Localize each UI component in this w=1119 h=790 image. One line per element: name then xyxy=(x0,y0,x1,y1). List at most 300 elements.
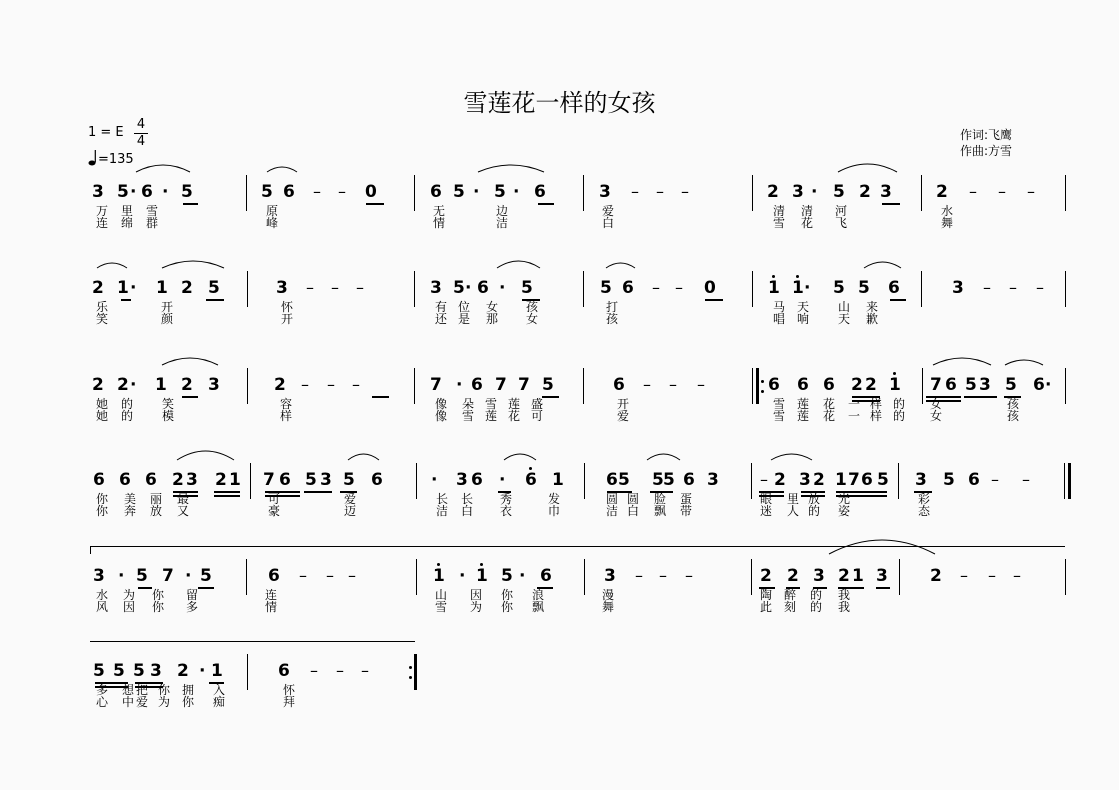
note-digit: 3 xyxy=(813,566,825,586)
lyric-verse-2: 你 xyxy=(96,504,109,518)
note-digit: 2 xyxy=(774,470,786,490)
note-digit: 5 xyxy=(305,470,317,490)
note-digit: 0 xyxy=(365,182,377,202)
lyric-verse-2: 花 xyxy=(801,216,814,230)
lyric-verse-1: 圆 xyxy=(627,492,640,506)
lyric-verse-1: 想 xyxy=(122,683,135,697)
note-digit: 5 xyxy=(943,470,955,490)
note-digit: 3 xyxy=(456,470,468,490)
note-digit: 2 xyxy=(851,375,863,395)
duration-dot: · xyxy=(456,375,463,395)
note-digit: 5 xyxy=(200,566,212,586)
note-digit: 3 xyxy=(276,278,288,298)
lyric-verse-2: 她 xyxy=(96,409,109,423)
note-digit: 3 xyxy=(92,182,104,202)
lyric-verse-1: 眼 xyxy=(760,492,773,506)
note-digit: 2 xyxy=(767,182,779,202)
lyric-verse-1: 打 xyxy=(606,300,619,314)
note-digit: 7 xyxy=(930,375,942,395)
note-digit: 5 xyxy=(208,278,220,298)
lyric-verse-2: 因 xyxy=(123,600,136,614)
lyric-verse-1: 边 xyxy=(496,204,509,218)
lyric-verse-1: 留 xyxy=(186,588,199,602)
note-digit: 5 xyxy=(965,375,977,395)
note-digit: 6 xyxy=(471,375,483,395)
lyric-verse-1: 容 xyxy=(280,397,293,411)
note-digit: 5 xyxy=(136,566,148,586)
duration-dot: · xyxy=(118,566,125,586)
sustain-dash: – xyxy=(313,182,321,201)
lyric-verse-2: 心 xyxy=(96,695,109,709)
lyric-verse-1: 雪 xyxy=(773,397,786,411)
note-digit: 1 xyxy=(552,470,564,490)
note-digit: 1 xyxy=(155,375,167,395)
note-digit: 5 xyxy=(542,375,554,395)
note-digit: 5 xyxy=(133,661,145,681)
note-digit: 5 xyxy=(833,182,845,202)
lyric-verse-1: 女 xyxy=(486,300,499,314)
lyric-verse-1: 你 xyxy=(96,492,109,506)
lyric-verse-1: 醉 xyxy=(784,588,797,602)
note-digit: 6 xyxy=(1033,375,1045,395)
slur xyxy=(267,167,297,172)
note-digit: 6 xyxy=(93,470,105,490)
note-digit: 3 xyxy=(93,566,105,586)
slur xyxy=(933,358,991,365)
lyric-verse-1: 把 xyxy=(136,683,149,697)
lyric-verse-1: 像 xyxy=(435,397,448,411)
lyric-verse-1: 样 xyxy=(870,397,883,411)
sustain-dash: – xyxy=(656,182,664,201)
lyric-verse-1: 爱 xyxy=(344,492,357,506)
sustain-dash: – xyxy=(659,566,667,585)
sustain-dash: – xyxy=(998,182,1006,201)
note-digit: 3 xyxy=(320,470,332,490)
lyric-verse-1: 雪 xyxy=(146,204,159,218)
note-digit: 2 xyxy=(787,566,799,586)
lyric-verse-2: 的 xyxy=(808,504,821,518)
duration-dot: · xyxy=(804,278,811,298)
lyric-verse-1: 秀 xyxy=(500,492,513,506)
lyric-verse-1: 你 xyxy=(152,588,165,602)
lyric-verse-1: 蛋 xyxy=(680,492,693,506)
note-digit: 2 xyxy=(930,566,942,586)
lyric-verse-1: 放 xyxy=(808,492,821,506)
lyric-verse-2: 为 xyxy=(158,695,171,709)
note-digit: 6 xyxy=(797,375,809,395)
note-digit: 6 xyxy=(283,182,295,202)
duration-dot: · xyxy=(499,278,506,298)
lyric-verse-2: 你 xyxy=(182,695,195,709)
note-digit: 5 xyxy=(618,470,630,490)
lyric-verse-2: 可 xyxy=(531,409,544,423)
slur xyxy=(829,540,935,554)
lyric-verse-2: 情 xyxy=(265,600,278,614)
slur xyxy=(162,261,224,268)
note-digit: 5 xyxy=(343,470,355,490)
lyric-verse-2: 花 xyxy=(823,409,836,423)
duration-dot: · xyxy=(185,566,192,586)
sustain-dash: – xyxy=(697,375,705,394)
note-digit: 1 xyxy=(117,278,129,298)
note-digit: 2 xyxy=(865,375,877,395)
note-digit: 3 xyxy=(150,661,162,681)
lyric-verse-1: 她 xyxy=(96,397,109,411)
note-digit: 5 xyxy=(663,470,675,490)
lyric-verse-2: 洁 xyxy=(606,504,619,518)
lyric-verse-2: 开 xyxy=(281,312,294,326)
note-digit: 5 xyxy=(113,661,125,681)
lyric-verse-1: 多 xyxy=(96,683,109,697)
sustain-dash: – xyxy=(681,182,689,201)
lyric-verse-1: 花 xyxy=(823,397,836,411)
duration-dot: · xyxy=(499,470,506,490)
lyric-verse-2: 响 xyxy=(797,312,810,326)
sustain-dash: – xyxy=(631,182,639,201)
lyric-verse-2: 还 xyxy=(435,312,448,326)
note-digit: 3 xyxy=(915,470,927,490)
note-digit: 6 xyxy=(606,470,618,490)
lyric-verse-1: 的 xyxy=(810,588,823,602)
lyric-verse-1: 你 xyxy=(501,588,514,602)
lyric-verse-2: 的 xyxy=(810,600,823,614)
sustain-dash: – xyxy=(310,661,318,680)
note-digit: 6 xyxy=(471,470,483,490)
slur xyxy=(1005,360,1043,365)
note-digit: 1 xyxy=(156,278,168,298)
lyric-verse-2: 样 xyxy=(280,409,293,423)
lyric-verse-1: 可 xyxy=(268,492,281,506)
tempo-value: =135 xyxy=(98,152,134,167)
note-digit: 7 xyxy=(430,375,442,395)
lyric-verse-2: 像 xyxy=(435,409,448,423)
duration-dot: · xyxy=(130,375,137,395)
time-signature-bottom: 4 xyxy=(134,133,148,150)
lyric-verse-2: 雪 xyxy=(435,600,448,614)
slur xyxy=(162,358,218,365)
lyric-verse-1: 的 xyxy=(121,397,134,411)
lyric-verse-2: 白 xyxy=(602,216,615,230)
slur xyxy=(136,165,190,172)
lyric-verse-2: 白 xyxy=(461,504,474,518)
duration-dot: · xyxy=(431,470,438,490)
lyric-verse-2: 我 xyxy=(838,600,851,614)
duration-dot: · xyxy=(130,182,137,202)
duration-dot: · xyxy=(473,182,480,202)
lyric-verse-2: 的 xyxy=(893,409,906,423)
note-digit: 2 xyxy=(215,470,227,490)
note-digit: 6 xyxy=(279,470,291,490)
note-digit: 6 xyxy=(145,470,157,490)
slur xyxy=(97,263,127,268)
lyric-verse-2: 飘 xyxy=(654,504,667,518)
sustain-dash: – xyxy=(361,661,369,680)
note-digit: 6 xyxy=(534,182,546,202)
note-digit: 5 xyxy=(877,470,889,490)
sustain-dash: – xyxy=(635,566,643,585)
lyric-verse-1: 浪 xyxy=(532,588,545,602)
key-signature: 1 = E xyxy=(88,125,124,140)
lyric-verse-1: 彩 xyxy=(918,492,931,506)
duration-dot: · xyxy=(1045,375,1052,395)
note-digit: 5 xyxy=(453,182,465,202)
lyric-verse-1: 孩 xyxy=(1007,397,1020,411)
note-digit: 6 xyxy=(622,278,634,298)
lyric-verse-2: 多 xyxy=(186,600,199,614)
lyric-verse-2: 一 xyxy=(848,409,861,423)
lyric-verse-2: 孩 xyxy=(1007,409,1020,423)
note-digit: 5 xyxy=(833,278,845,298)
note-digit: 6 xyxy=(945,375,957,395)
lyric-verse-1: 最 xyxy=(177,492,190,506)
note-digit: 2 xyxy=(92,375,104,395)
lyric-verse-2: 你 xyxy=(152,600,165,614)
note-digit: 3 xyxy=(979,375,991,395)
lyric-verse-1: 有 xyxy=(435,300,448,314)
slur xyxy=(504,454,536,460)
lyric-verse-2: 你 xyxy=(501,600,514,614)
lyric-verse-2: 态 xyxy=(918,504,931,518)
note-digit: 1 xyxy=(211,661,223,681)
lyric-verse-2: 洁 xyxy=(436,504,449,518)
lyric-verse-1: 孩 xyxy=(526,300,539,314)
lyric-verse-1: 入 xyxy=(213,683,226,697)
note-digit: 3 xyxy=(208,375,220,395)
note-digit: 2 xyxy=(936,182,948,202)
note-digit: 1 xyxy=(768,278,780,298)
note-digit: 6 xyxy=(683,470,695,490)
lyric-verse-2: 白 xyxy=(627,504,640,518)
note-digit: 1 xyxy=(852,566,864,586)
lyric-verse-2: 带 xyxy=(680,504,693,518)
lyric-verse-1: 山 xyxy=(838,300,851,314)
note-digit: 2 xyxy=(838,566,850,586)
note-digit: 7 xyxy=(495,375,507,395)
slur xyxy=(606,263,635,268)
duration-dot: · xyxy=(811,182,818,202)
sustain-dash: – xyxy=(983,278,991,297)
lyric-verse-2: 群 xyxy=(146,216,159,230)
lyric-verse-2: 的 xyxy=(121,409,134,423)
lyric-verse-1: 漫 xyxy=(602,588,615,602)
lyric-verse-2: 情 xyxy=(433,216,446,230)
note-digit: 3 xyxy=(880,182,892,202)
sustain-dash: – xyxy=(1036,278,1044,297)
lyric-verse-1: 笑 xyxy=(162,397,175,411)
lyric-verse-2: 笑 xyxy=(96,312,109,326)
lyric-verse-2: 那 xyxy=(486,312,499,326)
sustain-dash: – xyxy=(299,566,307,585)
sustain-dash: – xyxy=(348,566,356,585)
lyric-verse-2: 样 xyxy=(870,409,883,423)
lyric-verse-1: 雪 xyxy=(485,397,498,411)
lyric-verse-1: 来 xyxy=(866,300,879,314)
lyric-verse-2: 莲 xyxy=(485,409,498,423)
slur xyxy=(348,454,379,460)
lyric-verse-1: 丽 xyxy=(150,492,163,506)
lyricist-credit: 作词:飞鹰 xyxy=(960,128,1013,142)
lyric-verse-2: 爱 xyxy=(136,695,149,709)
note-digit: 5 xyxy=(117,182,129,202)
lyric-verse-2: 天 xyxy=(838,312,851,326)
note-digit: 3 xyxy=(799,470,811,490)
note-digit: 3 xyxy=(599,182,611,202)
sustain-dash: – xyxy=(306,278,314,297)
lyric-verse-2: 唱 xyxy=(773,312,786,326)
sustain-dash: – xyxy=(643,375,651,394)
lyric-verse-2: 痴 xyxy=(213,695,226,709)
slur xyxy=(838,164,897,172)
lyric-verse-1: 美 xyxy=(124,492,137,506)
lyric-verse-1: 脸 xyxy=(654,492,667,506)
lyric-verse-2: 女 xyxy=(930,409,943,423)
duration-dot: · xyxy=(513,182,520,202)
lyric-verse-2: 飘 xyxy=(532,600,545,614)
note-digit: 2 xyxy=(859,182,871,202)
sustain-dash: – xyxy=(669,375,677,394)
note-digit: 1 xyxy=(835,470,847,490)
sustain-dash: – xyxy=(760,470,768,489)
note-digit: 2 xyxy=(177,661,189,681)
sustain-dash: – xyxy=(352,375,360,394)
sustain-dash: – xyxy=(338,182,346,201)
duration-dot: · xyxy=(519,566,526,586)
song-title: 雪莲花一样的女孩 xyxy=(463,89,656,117)
lyric-verse-1: 光 xyxy=(838,492,851,506)
sustain-dash: – xyxy=(991,470,999,489)
lyric-verse-1: 的 xyxy=(893,397,906,411)
note-digit: 2 xyxy=(760,566,772,586)
note-digit: 6 xyxy=(861,470,873,490)
lyric-verse-2: 豪 xyxy=(268,504,281,518)
lyric-verse-1: 水 xyxy=(96,588,109,602)
note-digit: 6 xyxy=(823,375,835,395)
lyric-verse-1: 为 xyxy=(123,588,136,602)
note-digit: 6 xyxy=(278,661,290,681)
note-digit: 0 xyxy=(704,278,716,298)
lyric-verse-2: 花 xyxy=(508,409,521,423)
lyric-verse-1: 河 xyxy=(835,204,848,218)
note-digit: 6 xyxy=(968,470,980,490)
duration-dot: · xyxy=(199,661,206,681)
lyric-verse-2: 雪 xyxy=(773,409,786,423)
lyric-verse-1: 开 xyxy=(161,300,174,314)
duration-dot: · xyxy=(130,278,137,298)
lyric-verse-1: 清 xyxy=(773,204,786,218)
note-digit: 6 xyxy=(430,182,442,202)
lyric-verse-1: 山 xyxy=(435,588,448,602)
lyric-verse-1: 开 xyxy=(617,397,630,411)
sustain-dash: – xyxy=(675,278,683,297)
note-digit: 5 xyxy=(494,182,506,202)
duration-dot: · xyxy=(465,278,472,298)
lyric-verse-2: 巾 xyxy=(548,504,561,518)
duration-dot: · xyxy=(162,182,169,202)
note-digit: 5 xyxy=(1005,375,1017,395)
lyric-verse-1: 拥 xyxy=(182,683,195,697)
lyric-verse-2: 是 xyxy=(458,312,471,326)
note-digit: 3 xyxy=(792,182,804,202)
note-digit: 3 xyxy=(707,470,719,490)
slur xyxy=(864,262,901,268)
lyric-verse-1: 原 xyxy=(266,204,279,218)
slur xyxy=(771,454,812,460)
lyric-verse-2: 洁 xyxy=(496,216,509,230)
composer-credit: 作曲:方雪 xyxy=(960,144,1013,158)
note-digit: 5 xyxy=(521,278,533,298)
lyric-verse-1: 因 xyxy=(470,588,483,602)
lyric-verse-2: 奔 xyxy=(124,504,137,518)
note-digit: 7 xyxy=(518,375,530,395)
lyric-verse-1: 爱 xyxy=(602,204,615,218)
slur xyxy=(647,454,680,460)
note-digit: 2 xyxy=(117,375,129,395)
time-signature-top: 4 xyxy=(136,117,146,132)
lyric-verse-1: 长 xyxy=(461,492,474,506)
lyric-verse-2: 此 xyxy=(760,600,773,614)
lyric-verse-1: 无 xyxy=(433,204,446,218)
sustain-dash: – xyxy=(331,278,339,297)
sustain-dash: – xyxy=(969,182,977,201)
note-digit: 6 xyxy=(888,278,900,298)
note-digit: 1 xyxy=(433,566,445,586)
note-digit: 2 xyxy=(813,470,825,490)
lyric-verse-1: 天 xyxy=(797,300,810,314)
lyric-verse-1: 盛 xyxy=(531,397,544,411)
lyric-verse-1: 莲 xyxy=(797,397,810,411)
note-digit: 1 xyxy=(889,375,901,395)
note-digit: 3 xyxy=(604,566,616,586)
lyric-verse-1: 水 xyxy=(941,204,954,218)
lyric-verse-1: 圆 xyxy=(606,492,619,506)
lyric-verse-2: 舞 xyxy=(941,216,954,230)
lyric-verse-2: 模 xyxy=(162,409,175,423)
note-digit: 5 xyxy=(93,661,105,681)
lyric-verse-1: 位 xyxy=(458,300,471,314)
note-digit: 5 xyxy=(453,278,465,298)
sustain-dash: – xyxy=(356,278,364,297)
lyric-verse-2: 迈 xyxy=(344,504,357,518)
note-digit: 6 xyxy=(768,375,780,395)
note-digit: 6 xyxy=(371,470,383,490)
lyric-verse-2: 峰 xyxy=(266,216,279,230)
note-digit: 1 xyxy=(792,278,804,298)
lyric-verse-1: 你 xyxy=(158,683,171,697)
note-digit: 3 xyxy=(186,470,198,490)
note-digit: 6 xyxy=(540,566,552,586)
lyric-verse-2: 放 xyxy=(150,504,163,518)
lyric-verse-2: 为 xyxy=(470,600,483,614)
note-digit: 5 xyxy=(181,182,193,202)
note-digit: 2 xyxy=(181,375,193,395)
note-digit: 2 xyxy=(274,375,286,395)
lyric-verse-2: 女 xyxy=(526,312,539,326)
sustain-dash: – xyxy=(336,661,344,680)
note-digit: 1 xyxy=(229,470,241,490)
lyric-verse-2: 人 xyxy=(787,504,800,518)
note-digit: 5 xyxy=(858,278,870,298)
lyric-verse-1: 马 xyxy=(773,300,786,314)
lyric-verse-1: 我 xyxy=(838,588,851,602)
note-digit: 5 xyxy=(261,182,273,202)
note-digit: 6 xyxy=(268,566,280,586)
lyric-verse-2: 爱 xyxy=(617,409,630,423)
lyric-verse-1: 清 xyxy=(801,204,814,218)
note-digit: 6 xyxy=(613,375,625,395)
note-digit: 2 xyxy=(92,278,104,298)
lyric-verse-1: 陶 xyxy=(760,588,773,602)
slur xyxy=(478,165,544,172)
